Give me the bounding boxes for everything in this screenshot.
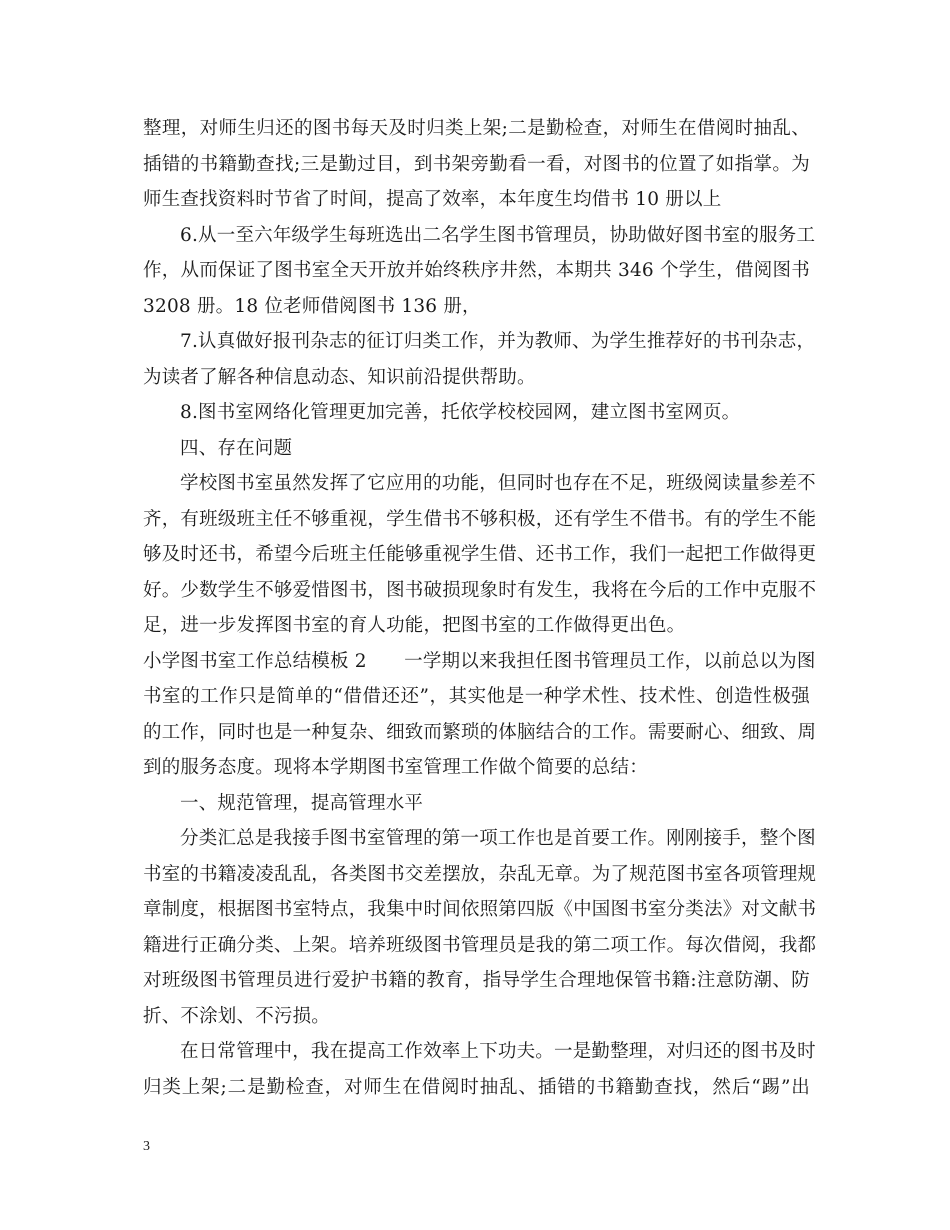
text-line: 8.图书室网络化管理更加完善，托依学校校园网，建立图书室网页。 bbox=[180, 402, 741, 423]
text-line: 学校图书室虽然发挥了它应用的功能，但同时也存在不足，班级阅读量参差不 bbox=[180, 473, 816, 494]
text-line: 齐，有班级班主任不够重视，学生借书不够积极，还有学生不借书。有的学生不能 bbox=[143, 508, 817, 530]
text-line: 籍进行正确分类、上架。培养班级图书管理员是我的第二项工作。每次借阅，我都 bbox=[143, 934, 817, 956]
text-line: 为读者了解各种信息动态、知识前沿提供帮助。 bbox=[143, 366, 536, 388]
text-line: 在日常管理中，我在提高工作效率上下功夫。一是勤整理，对归还的图书及时 bbox=[180, 1041, 816, 1062]
text-line: 6.从一至六年级学生每班选出二名学生图书管理员，协助做好图书室的服务工 bbox=[180, 224, 816, 246]
text-line: 好。少数学生不够爱惜图书，图书破损现象时有发生，我将在今后的工作中克服不 bbox=[143, 579, 817, 601]
text-line: 对班级图书管理员进行爱护书籍的教育，指导学生合理地保管书籍:注意防潮、防 bbox=[143, 970, 810, 991]
text-line: 3208 册。18 位老师借阅图书 136 册， bbox=[143, 295, 481, 317]
text-line: 小学图书室工作总结模板 2 一学期以来我担任图书管理员工作，以前总以为图 bbox=[143, 650, 816, 672]
text-line: 书室的书籍凌凌乱乱，各类图书交差摆放，杂乱无章。为了规范图书室各项管理规 bbox=[143, 863, 817, 885]
text-line: 归类上架;二是勤检查，对师生在借阅时抽乱、插错的书籍勤查找，然后“踢”出 bbox=[143, 1076, 810, 1098]
text-line: 7.认真做好报刊杂志的征订归类工作，并为教师、为学生推荐好的书刊杂志， bbox=[180, 331, 816, 352]
text-line: 折、不涂划、不污损。 bbox=[143, 1005, 331, 1027]
text-line: 整理，对师生归还的图书每天及时归类上架;二是勤检查，对师生在借阅时抽乱、 bbox=[143, 118, 810, 139]
text-line: 章制度，根据图书室特点，我集中时间依照第四版《中国图书室分类法》对文献书 bbox=[143, 899, 817, 920]
document-body bbox=[143, 111, 817, 1105]
text-line: 够及时还书，希望今后班主任能够重视学生借、还书工作，我们一起把工作做得更 bbox=[143, 544, 817, 565]
text-line: 一、规范管理，提高管理水平 bbox=[180, 792, 424, 814]
page-number: 3 bbox=[143, 1139, 150, 1154]
text-line: 的工作，同时也是一种复杂、细致而繁琐的体脑结合的工作。需要耐心、细致、周 bbox=[143, 721, 817, 743]
text-line: 师生查找资料时节省了时间，提高了效率，本年度生均借书 10 册以上 bbox=[143, 189, 722, 210]
text-line: 书室的工作只是简单的“借借还还”，其实他是一种学术性、技术性、创造性极强 bbox=[143, 686, 810, 707]
text-line: 分类汇总是我接手图书室管理的第一项工作也是首要工作。刚刚接手，整个图 bbox=[180, 828, 816, 849]
text-line: 插错的书籍勤查找;三是勤过目，到书架旁勤看一看，对图书的位置了如指掌。为 bbox=[143, 153, 810, 175]
text-line: 到的服务态度。现将本学期图书室管理工作做个简要的总结： bbox=[143, 757, 648, 778]
text-line: 四、存在问题 bbox=[180, 437, 293, 459]
text-line: 足，进一步发挥图书室的育人功能，把图书室的工作做得更出色。 bbox=[143, 615, 686, 636]
text-line: 作，从而保证了图书室全天开放并始终秩序井然，本期共 346 个学生，借阅图书 bbox=[143, 260, 810, 281]
